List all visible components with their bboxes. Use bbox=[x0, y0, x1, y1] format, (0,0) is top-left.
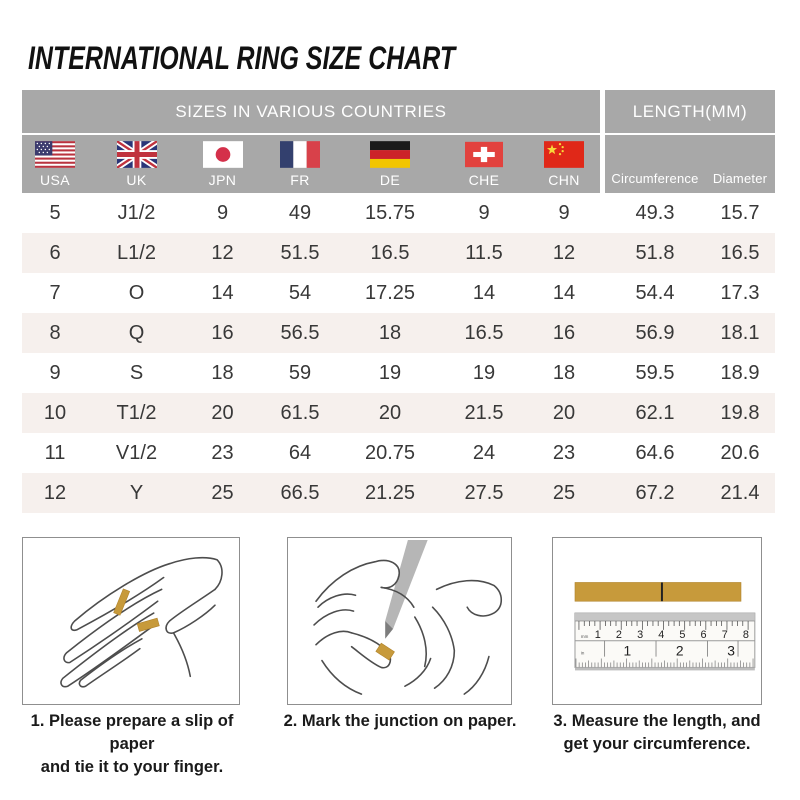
table-cell: L1/2 bbox=[117, 241, 156, 264]
country-code: USA bbox=[40, 172, 70, 188]
paper-strip bbox=[575, 582, 741, 601]
step1-illustration-box bbox=[22, 537, 240, 705]
svg-text:6: 6 bbox=[700, 628, 707, 641]
switzerland-flag-icon bbox=[465, 141, 503, 168]
table-cell: 14 bbox=[211, 281, 234, 304]
svg-text:2: 2 bbox=[675, 642, 684, 659]
table-cell: 49 bbox=[288, 201, 312, 224]
table-row bbox=[22, 233, 775, 273]
caption-line: and tie it to your finger. bbox=[40, 758, 224, 776]
table-cell: T1/2 bbox=[116, 401, 157, 424]
table-cell: 59.5 bbox=[635, 361, 675, 384]
step3-caption bbox=[542, 710, 772, 756]
table-cell: 21.25 bbox=[364, 481, 416, 504]
table-cell: 15.75 bbox=[364, 201, 416, 224]
svg-text:3: 3 bbox=[727, 642, 735, 659]
table-cell: 6 bbox=[49, 241, 61, 264]
table-cell: 18 bbox=[552, 361, 576, 384]
table-header bbox=[22, 90, 775, 193]
svg-text:2: 2 bbox=[615, 628, 622, 641]
table-row bbox=[22, 353, 775, 393]
table-cell: 5 bbox=[49, 201, 61, 224]
table-cell: 62.1 bbox=[635, 401, 675, 424]
country-col-uk bbox=[88, 135, 185, 193]
table-cell: V1/2 bbox=[115, 441, 158, 464]
circumference-column-label: Circumference bbox=[611, 171, 699, 186]
table-cell: 54 bbox=[288, 281, 312, 304]
table-cell: 64 bbox=[288, 441, 312, 464]
table-row bbox=[22, 193, 775, 233]
table-cell: 23 bbox=[211, 441, 234, 464]
caption-line: get your circumference. bbox=[563, 735, 751, 753]
table-cell: 20 bbox=[552, 401, 576, 424]
marking-pen-illustration bbox=[288, 538, 511, 704]
table-row bbox=[22, 273, 775, 313]
germany-flag-icon bbox=[370, 141, 410, 168]
table-cell: 16 bbox=[211, 321, 234, 344]
table-cell: 19 bbox=[472, 361, 496, 384]
table-cell: 11 bbox=[44, 441, 66, 464]
svg-text:5: 5 bbox=[679, 628, 686, 641]
france-flag-icon bbox=[280, 141, 320, 168]
step2-illustration-box bbox=[287, 537, 512, 705]
table-cell: 18 bbox=[211, 361, 234, 384]
country-code: CHE bbox=[468, 172, 500, 188]
table-cell: 20.6 bbox=[720, 441, 760, 464]
country-code: UK bbox=[126, 172, 147, 188]
japan-flag-icon bbox=[203, 141, 243, 168]
header-length-mm: LENGTH(MM) bbox=[605, 90, 775, 133]
table-cell: 20 bbox=[378, 401, 402, 424]
table-cell: 9 bbox=[49, 361, 61, 384]
usa-flag-icon bbox=[35, 141, 75, 168]
table-cell: 24 bbox=[472, 441, 496, 464]
ruler-illustration bbox=[553, 538, 761, 704]
svg-text:7: 7 bbox=[721, 628, 728, 641]
table-cell: O bbox=[128, 281, 145, 304]
table-cell: 27.5 bbox=[464, 481, 504, 504]
flags-row bbox=[22, 135, 600, 193]
table-cell: 7 bbox=[49, 281, 61, 304]
table-cell: Y bbox=[129, 481, 144, 504]
table-cell: 11.5 bbox=[465, 241, 503, 264]
country-code: CHN bbox=[548, 172, 580, 188]
table-cell: 25 bbox=[552, 481, 576, 504]
table-cell: 16.5 bbox=[370, 241, 410, 264]
table-cell: J1/2 bbox=[117, 201, 156, 224]
hand-with-paper-strip-illustration bbox=[23, 538, 239, 704]
svg-text:4: 4 bbox=[658, 628, 665, 641]
table-cell: 9 bbox=[478, 201, 490, 224]
table-cell: Q bbox=[128, 321, 145, 344]
table-cell: 16.5 bbox=[464, 321, 504, 344]
length-column-labels bbox=[605, 135, 775, 193]
table-cell: 51.5 bbox=[280, 241, 320, 264]
table-cell: 12 bbox=[43, 481, 67, 504]
step2-caption bbox=[272, 710, 528, 733]
table-cell: 14 bbox=[472, 281, 496, 304]
china-flag-icon bbox=[544, 141, 584, 168]
svg-text:in: in bbox=[580, 650, 585, 656]
step1-caption bbox=[8, 710, 256, 779]
step3-illustration-box bbox=[552, 537, 762, 705]
country-code: DE bbox=[379, 172, 401, 188]
country-code: FR bbox=[290, 172, 310, 188]
ring-size-table bbox=[22, 90, 775, 513]
table-cell: 17.25 bbox=[364, 281, 416, 304]
table-cell: 12 bbox=[552, 241, 576, 264]
svg-text:8: 8 bbox=[742, 628, 749, 641]
table-row bbox=[22, 393, 775, 433]
caption-line: 1. Please prepare a slip of paper bbox=[30, 712, 234, 753]
table-cell: 20.75 bbox=[364, 441, 416, 464]
header-sizes-in-various-countries: SIZES IN VARIOUS COUNTRIES bbox=[22, 90, 600, 133]
table-cell: 54.4 bbox=[635, 281, 675, 304]
table-cell: 18.9 bbox=[720, 361, 760, 384]
diameter-column-label: Diameter bbox=[712, 171, 768, 186]
uk-flag-icon bbox=[117, 141, 157, 168]
table-cell: 20 bbox=[211, 401, 234, 424]
svg-text:1: 1 bbox=[623, 642, 632, 659]
table-cell: 18 bbox=[378, 321, 402, 344]
table-body bbox=[22, 193, 775, 513]
country-col-de bbox=[340, 135, 440, 193]
table-cell: 21.4 bbox=[720, 481, 760, 504]
table-cell: 67.2 bbox=[635, 481, 675, 504]
table-cell: S bbox=[129, 361, 144, 384]
table-cell: 12 bbox=[211, 241, 234, 264]
table-cell: 64.6 bbox=[635, 441, 675, 464]
table-cell: 49.3 bbox=[635, 201, 675, 224]
country-col-che bbox=[440, 135, 528, 193]
country-col-usa bbox=[22, 135, 88, 193]
table-cell: 17.3 bbox=[720, 281, 760, 304]
svg-text:3: 3 bbox=[637, 628, 644, 641]
table-cell: 19 bbox=[378, 361, 402, 384]
table-cell: 18.1 bbox=[720, 321, 760, 344]
caption-line: 2. Mark the junction on paper. bbox=[283, 712, 517, 730]
table-cell: 8 bbox=[49, 321, 61, 344]
table-cell: 15.7 bbox=[720, 201, 760, 224]
country-col-fr bbox=[260, 135, 340, 193]
table-cell: 14 bbox=[552, 281, 576, 304]
table-cell: 25 bbox=[211, 481, 234, 504]
table-cell: 19.8 bbox=[720, 401, 760, 424]
table-cell: 21.5 bbox=[464, 401, 504, 424]
country-code: JPN bbox=[208, 172, 237, 188]
table-cell: 59 bbox=[288, 361, 312, 384]
country-col-chn bbox=[528, 135, 600, 193]
table-cell: 16 bbox=[552, 321, 576, 344]
table-cell: 9 bbox=[216, 201, 229, 224]
table-cell: 66.5 bbox=[280, 481, 320, 504]
table-cell: 51.8 bbox=[635, 241, 675, 264]
table-row bbox=[22, 313, 775, 353]
table-cell: 10 bbox=[43, 401, 67, 424]
table-cell: 56.5 bbox=[280, 321, 320, 344]
page-title: INTERNATIONAL RING SIZE CHART bbox=[28, 40, 456, 76]
country-col-jpn bbox=[185, 135, 260, 193]
svg-text:1: 1 bbox=[594, 628, 601, 641]
table-row bbox=[22, 433, 775, 473]
table-row bbox=[22, 473, 775, 513]
table-cell: 56.9 bbox=[635, 321, 675, 344]
svg-text:mm: mm bbox=[580, 633, 589, 639]
table-cell: 16.5 bbox=[720, 241, 760, 264]
table-cell: 9 bbox=[558, 201, 570, 224]
table-cell: 23 bbox=[552, 441, 576, 464]
table-cell: 61.5 bbox=[280, 401, 320, 424]
caption-line: 3. Measure the length, and bbox=[553, 712, 761, 730]
